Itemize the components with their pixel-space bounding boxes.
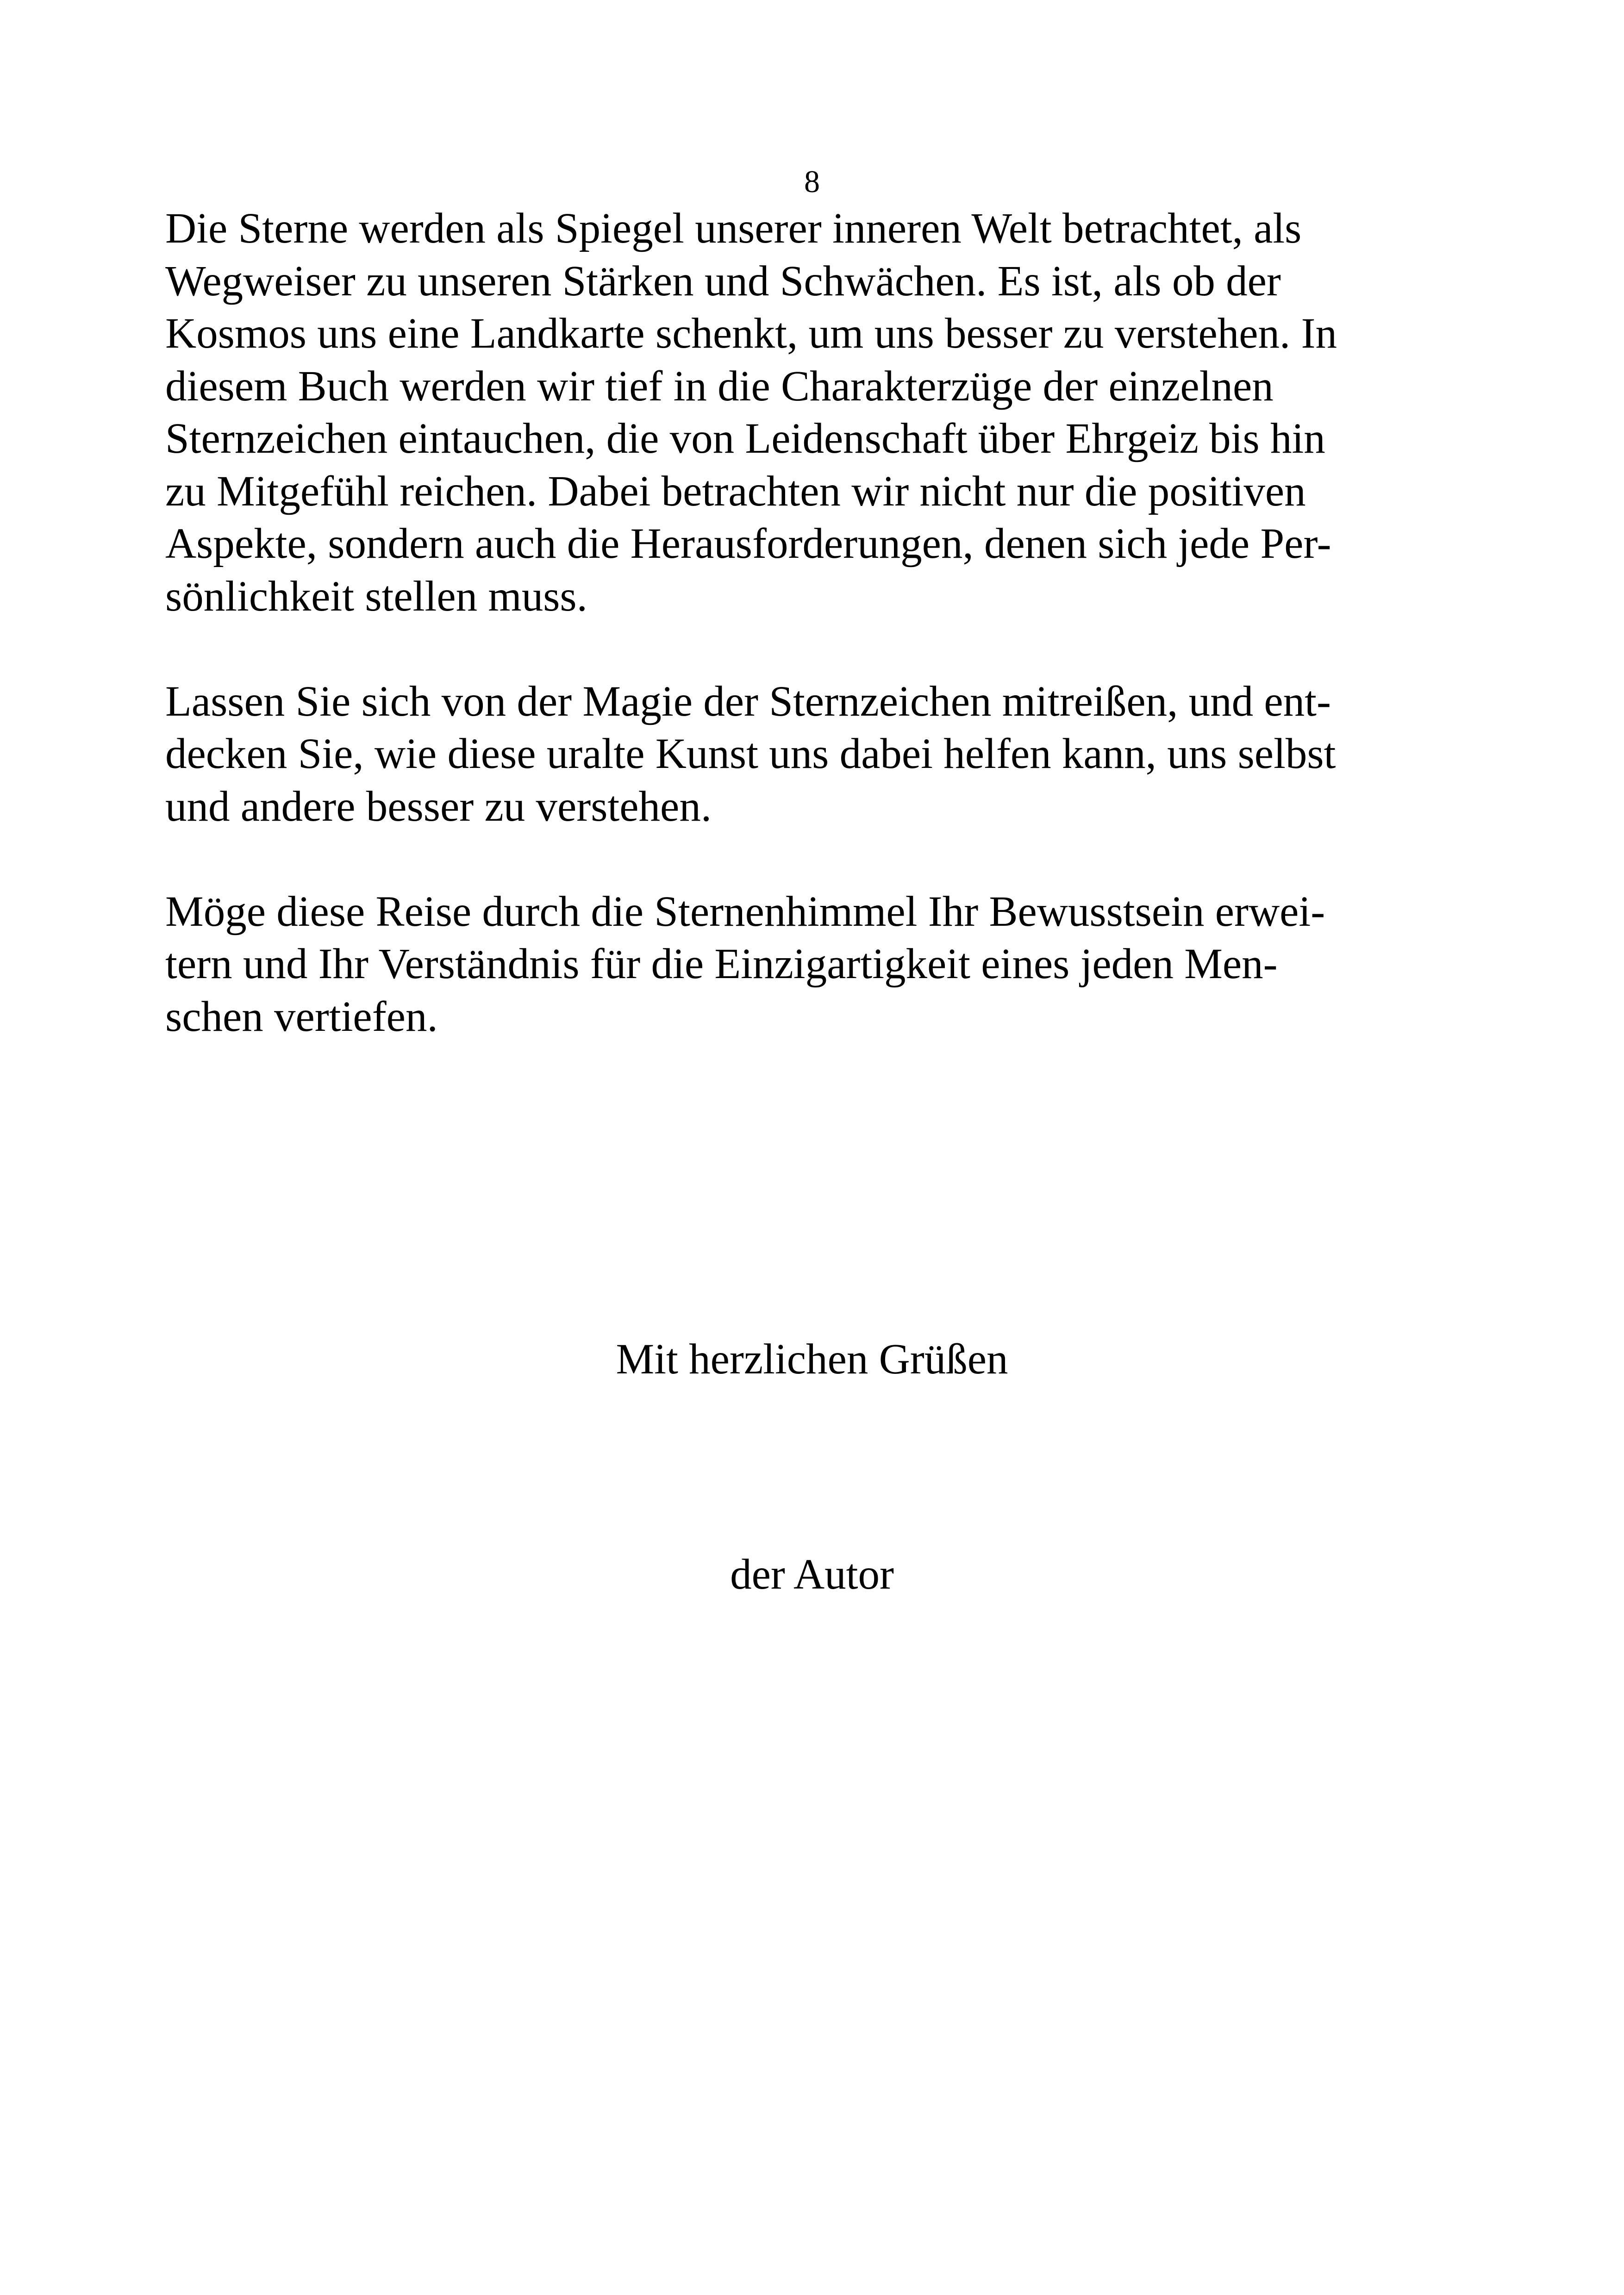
paragraph (165, 675, 1462, 833)
text-line: tern und Ihr Verständnis für die Einzigartigkeit eines jeden Men- (165, 940, 1278, 988)
page-number: 8 (804, 164, 820, 199)
text-line: decken Sie, wie diese uralte Kunst uns dabei helfen kann, uns selbst (165, 730, 1336, 778)
text-line: Kosmos uns eine Landkarte schenkt, um uns besser zu verstehen. In (165, 310, 1337, 357)
text-line: und andere besser zu verstehen. (165, 782, 712, 830)
text-line: diesem Buch werden wir tief in die Charakterzüge der einzelnen (165, 362, 1274, 410)
text-line: Sternzeichen eintauchen, die von Leidenschaft über Ehrgeiz bis hin (165, 415, 1325, 462)
closing-greeting: Mit herzlichen Grüßen (616, 1335, 1008, 1383)
paragraph-spacer (165, 623, 1462, 675)
text-line: Lassen Sie sich von der Magie der Sternzeichen mitreißen, und ent- (165, 677, 1331, 725)
body-text (165, 202, 1462, 1043)
text-line: Aspekte, sondern auch die Herausforderungen, denen sich jede Per- (165, 520, 1331, 568)
text-line: zu Mitgefühl reichen. Dabei betrachten wir nicht nur die positiven (165, 467, 1306, 515)
text-line: schen vertiefen. (165, 992, 438, 1041)
paragraph (165, 202, 1462, 623)
text-line: sönlichkeit stellen muss. (165, 572, 587, 620)
paragraph (165, 886, 1462, 1043)
author-signature: der Autor (730, 1551, 894, 1598)
text-line: Wegweiser zu unseren Stärken und Schwächen. Es ist, als ob der (165, 257, 1281, 305)
paragraph-spacer (165, 833, 1462, 886)
text-line: Die Sterne werden als Spiegel unserer inneren Welt betrachtet, als (165, 205, 1302, 252)
text-line: Möge diese Reise durch die Sternenhimmel Ihr Bewusstsein erwei- (165, 887, 1325, 935)
